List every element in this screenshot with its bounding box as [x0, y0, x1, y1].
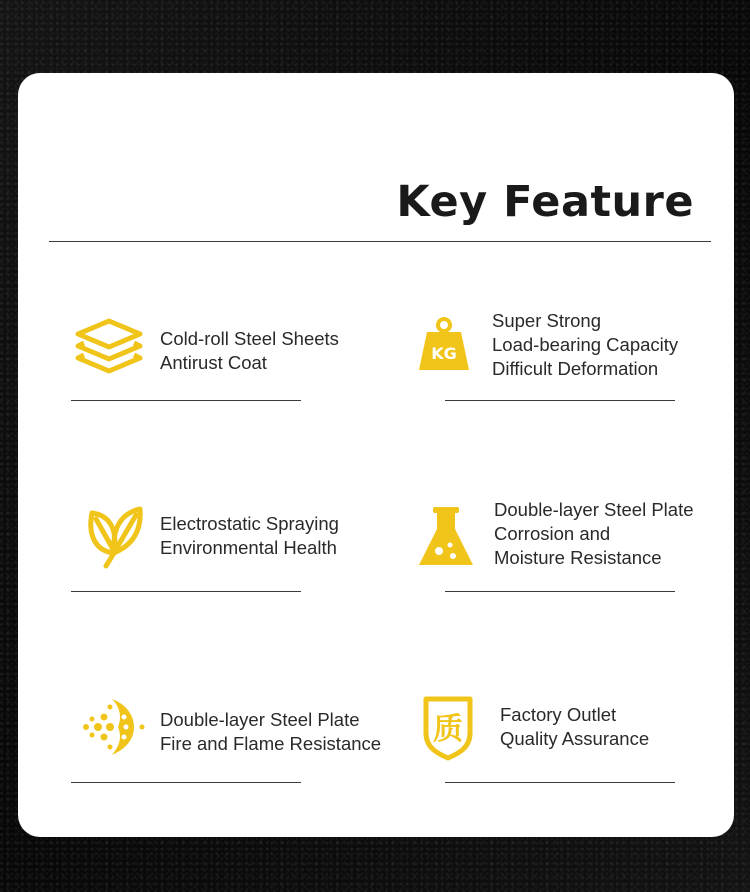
feature-text-2: Super Strong Load-bearing Capacity Difficult Deformation [492, 310, 679, 379]
feature-divider-1 [71, 400, 301, 401]
feature-divider-6 [445, 782, 675, 783]
feature-text-4: Double-layer Steel Plate Corrosion and Moisture Resistance [494, 499, 694, 568]
feature-text-6: Factory Outlet Quality Assurance [500, 704, 650, 749]
title-divider [49, 241, 711, 242]
feature-divider-2 [445, 400, 675, 401]
feature-text-1: Cold-roll Steel Sheets Antirust Coat [160, 328, 339, 373]
svg-text:质: 质 [433, 712, 463, 747]
flask-icon [417, 505, 475, 569]
kg-weight-icon [417, 316, 471, 372]
page-title: Key Feature [396, 177, 694, 227]
feature-text-3: Electrostatic Spraying Environmental Health [160, 513, 339, 558]
feature-text-5: Double-layer Steel Plate Fire and Flame Resistance [160, 709, 382, 754]
leaf-icon [84, 503, 146, 569]
feature-divider-4 [445, 591, 675, 592]
quality-badge-icon [422, 695, 474, 761]
feature-divider-3 [71, 591, 301, 592]
layers-icon [72, 316, 146, 378]
fire-shield-icon [80, 695, 146, 759]
feature-divider-5 [71, 782, 301, 783]
feature-card [18, 73, 734, 837]
svg-text:KG: KG [431, 344, 457, 363]
